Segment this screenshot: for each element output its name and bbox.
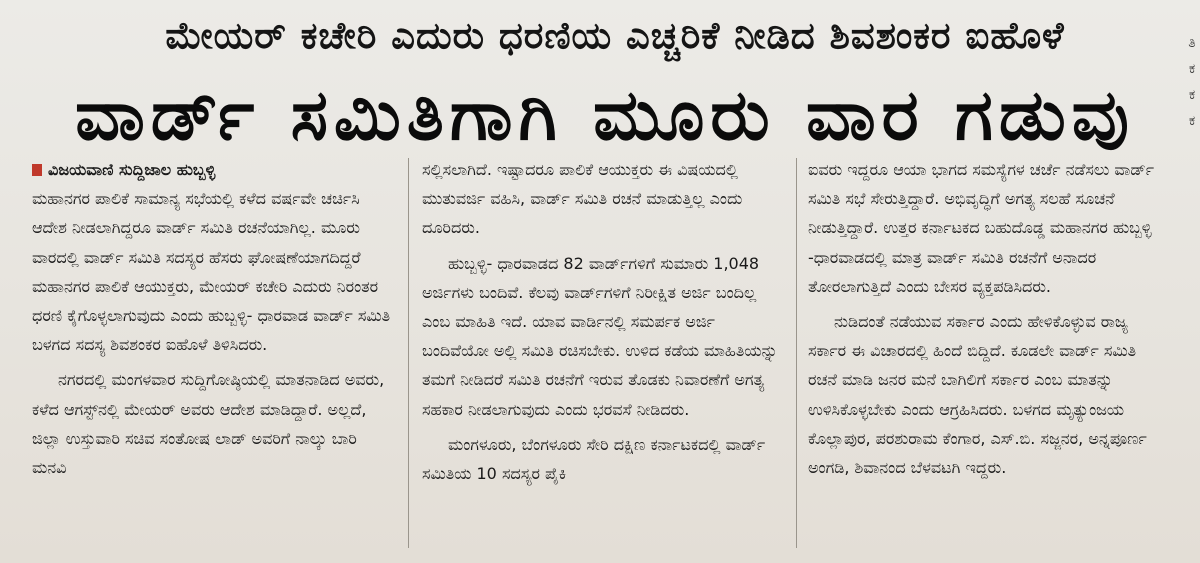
edge-char: ಕ: [1188, 113, 1196, 129]
edge-char: ಕ: [1188, 87, 1196, 103]
kicker-headline: ಮೇಯರ್ ಕಚೇರಿ ಎದುರು ಧರಣಿಯ ಎಚ್ಚರಿಕೆ ನೀಡಿದ ಶಿವಶಂಕರ ಐಹೊಳೆ: [165, 14, 1065, 57]
paragraph: ಮಂಗಳೂರು, ಬೆಂಗಳೂರು ಸೇರಿ ದಕ್ಷಿಣ ಕರ್ನಾಟಕದಲ್ಲಿ ವಾರ್ಡ್ ಸಮಿತಿಯ 10 ಸದಸ್ಯರ ಪೈಕಿ: [422, 434, 766, 484]
dateline-text: ವಿಜಯವಾಣಿ ಸುದ್ದಿಜಾಲ ಹುಬ್ಬಳ್ಳಿ: [48, 160, 216, 179]
paragraph: ನಗರದಲ್ಲಿ ಮಂಗಳವಾರ ಸುದ್ದಿಗೋಷ್ಠಿಯಲ್ಲಿ ಮಾತನಾಡಿದ ಅವರು, ಕಳೆದ ಆಗಸ್ಟ್‌ನಲ್ಲಿ ಮೇಯರ್ ಅವರು ಆದೇಶ ಮಾಡಿದ್ದಾರೆ. ಅಲ್ಲದೆ, ಜಿಲ್ಲಾ ಉಸ್ತುವಾರಿ ಸಚಿವ ಸಂತೋಷ ಲಾಡ್ ಅವರಿಗೆ ನಾಲ್ಕು ಬಾರಿ ಮನವಿ: [32, 370, 385, 478]
column-divider: [408, 158, 409, 548]
paragraph: ಸಲ್ಲಿಸಲಾಗಿದೆ. ಇಷ್ಟಾದರೂ ಪಾಲಿಕೆ ಆಯುಕ್ತರು ಈ ವಿಷಯದಲ್ಲಿ ಮುತುವರ್ಜಿ ವಹಿಸಿ, ವಾರ್ಡ್ ಸಮಿತಿ ರಚನೆ ಮಾಡುತ್ತಿಲ್ಲ ಎಂದು ದೂರಿದರು.: [422, 160, 743, 238]
paragraph: ಮಹಾನಗರ ಪಾಲಿಕೆ ಸಾಮಾನ್ಯ ಸಭೆಯಲ್ಲಿ ಕಳೆದ ವರ್ಷವೇ ಚರ್ಚಿಸಿ ಆದೇಶ ನೀಡಲಾಗಿದ್ದರೂ ವಾರ್ಡ್ ಸಮಿತಿ ರಚನೆಯಾಗಿಲ್ಲ. ಮೂರು ವಾರದಲ್ಲಿ ವಾರ್ಡ್ ಸಮಿತಿ ಸದಸ್ಯರ ಹೆಸರು ಘೋಷಣೆಯಾಗದಿದ್ದರೆ ಮಹಾನಗರ ಪಾಲಿಕೆ ಆಯುಕ್ತರು, ಮೇಯರ್ ಕಚೇರಿ ಎದುರು ನಿರಂತರ ಧರಣಿ ಕೈಗೊಳ್ಳಲಾಗುವುದು ಎಂದು ಹುಬ್ಬಳ್ಳಿ- ಧಾರವಾಡ ವಾರ್ಡ್ ಸಮಿತಿ ಬಳಗದ ಸದಸ್ಯ ಶಿವಶಂಕರ ಐಹೊಳೆ ತಿಳಿಸಿದರು.: [32, 189, 391, 355]
dateline: [32, 155, 392, 184]
article-column-3: [808, 155, 1168, 482]
main-headline: ವಾರ್ಡ್ ಸಮಿತಿಗಾಗಿ ಮೂರು ವಾರ ಗಡುವು: [75, 74, 1135, 156]
edge-char: ಕ: [1188, 61, 1196, 77]
article-column-2: [422, 155, 782, 488]
paragraph: ಐವರು ಇದ್ದರೂ ಆಯಾ ಭಾಗದ ಸಮಸ್ಯೆಗಳ ಚರ್ಚೆ ನಡೆಸಲು ವಾರ್ಡ್ ಸಮಿತಿ ಸಭೆ ಸೇರುತ್ತಿದ್ದಾರೆ. ಅಭಿವೃದ್ಧಿಗೆ ಅಗತ್ಯ ಸಲಹೆ ಸೂಚನೆ ನೀಡುತ್ತಿದ್ದಾರೆ. ಉತ್ತರ ಕರ್ನಾಟಕದ ಬಹುದೊಡ್ಡ ಮಹಾನಗರ ಹುಬ್ಬಳ್ಳಿ -ಧಾರವಾಡದಲ್ಲಿ ಮಾತ್ರ ವಾರ್ಡ್ ಸಮಿತಿ ರಚನೆಗೆ ಅನಾದರ ತೋರಲಾಗುತ್ತಿದೆ ಎಂದು ಬೇಸರ ವ್ಯಕ್ತಪಡಿಸಿದರು.: [808, 160, 1155, 296]
adjacent-column-edge: [1184, 30, 1200, 150]
paragraph: ಹುಬ್ಬಳ್ಳಿ- ಧಾರವಾಡದ 82 ವಾರ್ಡ್‌ಗಳಿಗೆ ಸುಮಾರು 1,048 ಅರ್ಜಿಗಳು ಬಂದಿವೆ. ಕೆಲವು ವಾರ್ಡ್‌ಗಳಿಗೆ ನಿರೀಕ್ಷಿತ ಅರ್ಜಿ ಬಂದಿಲ್ಲ ಎಂಬ ಮಾಹಿತಿ ಇದೆ. ಯಾವ ವಾರ್ಡಿನಲ್ಲಿ ಸಮರ್ಪಕ ಅರ್ಜಿ ಬಂದಿವೆಯೋ ಅಲ್ಲಿ ಸಮಿತಿ ರಚಿಸಬೇಕು. ಉಳಿದ ಕಡೆಯ ಮಾಹಿತಿಯನ್ನು ತಮಗೆ ನೀಡಿದರೆ ಸಮಿತಿ ರಚನೆಗೆ ಇರುವ ತೊಡಕು ನಿವಾರಣೆಗೆ ಅಗತ್ಯ ಸಹಕಾರ ನೀಡಲಾಗುವುದು ಎಂದು ಭರವಸೆ ನೀಡಿದರು.: [422, 253, 778, 419]
paragraph: ನುಡಿದಂತೆ ನಡೆಯುವ ಸರ್ಕಾರ ಎಂದು ಹೇಳಿಕೊಳ್ಳುವ ರಾಜ್ಯ ಸರ್ಕಾರ ಈ ವಿಚಾರದಲ್ಲಿ ಹಿಂದೆ ಬಿದ್ದಿದೆ. ಕೂಡಲೇ ವಾರ್ಡ್ ಸಮಿತಿ ರಚನೆ ಮಾಡಿ ಜನರ ಮನೆ ಬಾಗಿಲಿಗೆ ಸರ್ಕಾರ ಎಂಬ ಮಾತನ್ನು ಉಳಿಸಿಕೊಳ್ಳಬೇಕು ಎಂದು ಆಗ್ರಹಿಸಿದರು. ಬಳಗದ ಮೃತ್ಯುಂಜಯ ಕೊಲ್ಲಾಪುರ, ಪರಶುರಾಮ ಕೆಂಗಾರ, ಎಸ್.ಬಿ. ಸಜ್ಜನರ, ಅನ್ನಪೂರ್ಣ ಅಂಗಡಿ, ಶಿವಾನಂದ ಬೆಳವಟಗಿ ಇದ್ದರು.: [808, 312, 1147, 478]
edge-char: ತಿ: [1188, 35, 1196, 51]
dateline-marker-icon: [32, 164, 42, 176]
column-divider: [796, 158, 797, 548]
article-column-1: [32, 155, 392, 482]
